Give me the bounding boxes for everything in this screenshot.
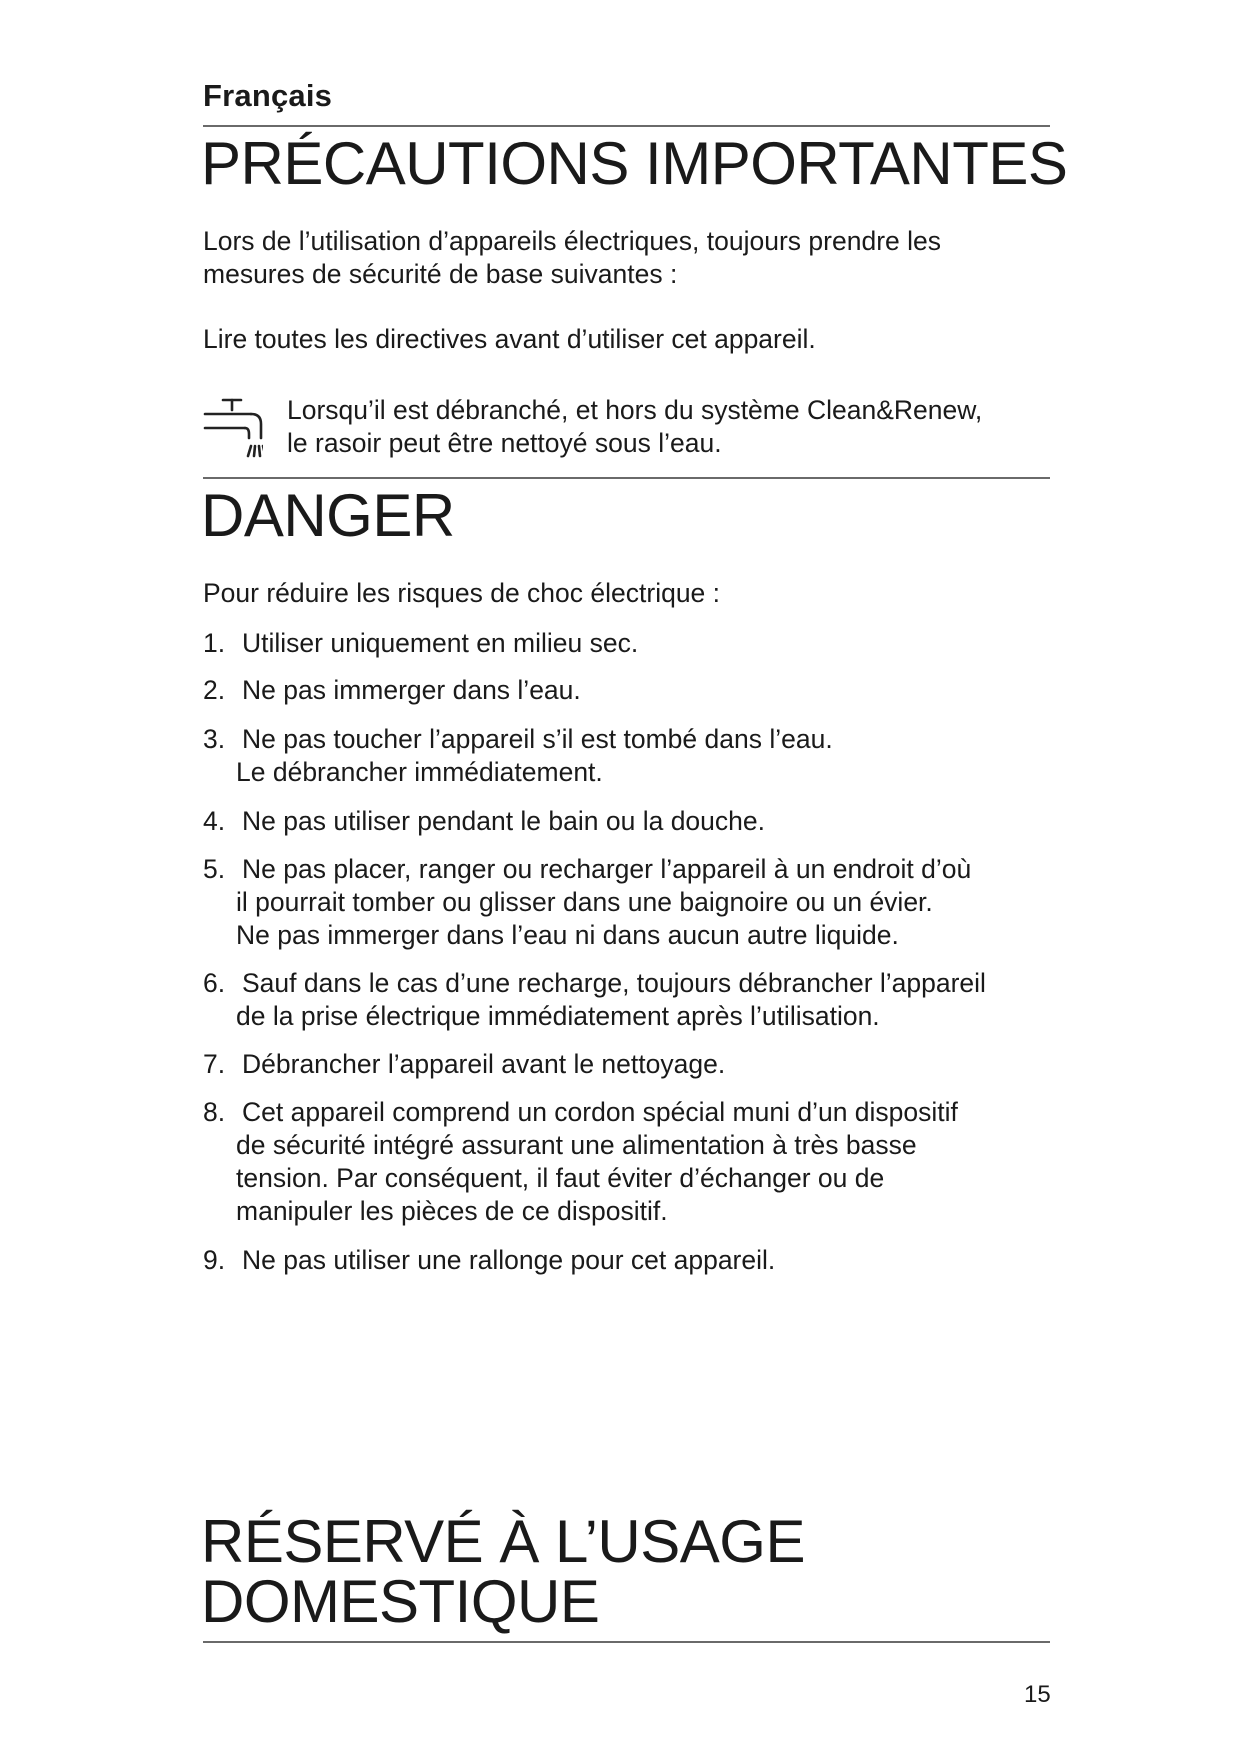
precautions-title: PRÉCAUTIONS IMPORTANTES xyxy=(201,130,1068,197)
item-text: Utiliser uniquement en milieu sec. xyxy=(242,628,639,658)
read-all-instructions: Lire toutes les directives avant d’utiliser cet appareil. xyxy=(203,324,816,354)
item-text: de sécurité intégré assurant une alimentation à très basse xyxy=(236,1130,917,1160)
list-item xyxy=(203,805,765,838)
item-number: 7. xyxy=(203,1049,226,1079)
item-text: Cet appareil comprend un cordon spécial muni d’un dispositif xyxy=(242,1097,958,1127)
list-item xyxy=(203,967,986,1033)
item-text: Le débrancher immédiatement. xyxy=(236,757,603,787)
page-number: 15 xyxy=(1024,1681,1051,1708)
note-line: le rasoir peut être nettoyé sous l’eau. xyxy=(287,428,722,458)
household-title-line: DOMESTIQUE xyxy=(201,1568,600,1635)
item-text: Ne pas immerger dans l’eau. xyxy=(242,675,581,705)
item-number: 3. xyxy=(203,724,226,754)
footer-rule xyxy=(203,1641,1050,1643)
household-title xyxy=(201,1508,805,1635)
faucet-water-icon xyxy=(203,396,263,460)
item-text: tension. Par conséquent, il faut éviter d’échanger ou de xyxy=(236,1163,885,1193)
item-text: Ne pas toucher l’appareil s’il est tombé dans l’eau. xyxy=(242,724,833,754)
item-number: 1. xyxy=(203,628,226,658)
household-title-line: RÉSERVÉ À L’USAGE xyxy=(201,1508,805,1575)
header-rule xyxy=(203,125,1050,127)
list-item xyxy=(203,1244,775,1277)
item-number: 2. xyxy=(203,675,226,705)
note-line: Lorsqu’il est débranché, et hors du système Clean&Renew, xyxy=(287,395,983,425)
item-number: 6. xyxy=(203,968,226,998)
intro-line: mesures de sécurité de base suivantes : xyxy=(203,259,678,289)
precautions-intro xyxy=(203,225,941,291)
list-item xyxy=(203,853,971,952)
list-item xyxy=(203,1048,725,1081)
list-item xyxy=(203,674,581,707)
danger-rule xyxy=(203,477,1050,479)
list-item xyxy=(203,723,833,789)
item-text: Débrancher l’appareil avant le nettoyage. xyxy=(242,1049,726,1079)
list-item xyxy=(203,1096,958,1228)
language-label: Français xyxy=(203,78,333,113)
item-text: il pourrait tomber ou glisser dans une baignoire ou un évier. xyxy=(236,887,933,917)
rinse-note xyxy=(287,394,982,460)
item-number: 5. xyxy=(203,854,226,884)
item-text: Ne pas immerger dans l’eau ni dans aucun autre liquide. xyxy=(236,920,899,950)
item-number: 8. xyxy=(203,1097,226,1127)
intro-line: Lors de l’utilisation d’appareils électriques, toujours prendre les xyxy=(203,226,941,256)
item-number: 9. xyxy=(203,1245,226,1275)
item-text: de la prise électrique immédiatement après l’utilisation. xyxy=(236,1001,880,1031)
item-text: Sauf dans le cas d’une recharge, toujours débrancher l’appareil xyxy=(242,968,986,998)
danger-intro: Pour réduire les risques de choc électrique : xyxy=(203,578,721,608)
item-text: manipuler les pièces de ce dispositif. xyxy=(236,1196,668,1226)
danger-title: DANGER xyxy=(201,482,455,549)
item-text: Ne pas utiliser une rallonge pour cet appareil. xyxy=(242,1245,776,1275)
item-number: 4. xyxy=(203,806,226,836)
list-item xyxy=(203,627,638,660)
item-text: Ne pas placer, ranger ou recharger l’appareil à un endroit d’où xyxy=(242,854,972,884)
item-text: Ne pas utiliser pendant le bain ou la douche. xyxy=(242,806,765,836)
